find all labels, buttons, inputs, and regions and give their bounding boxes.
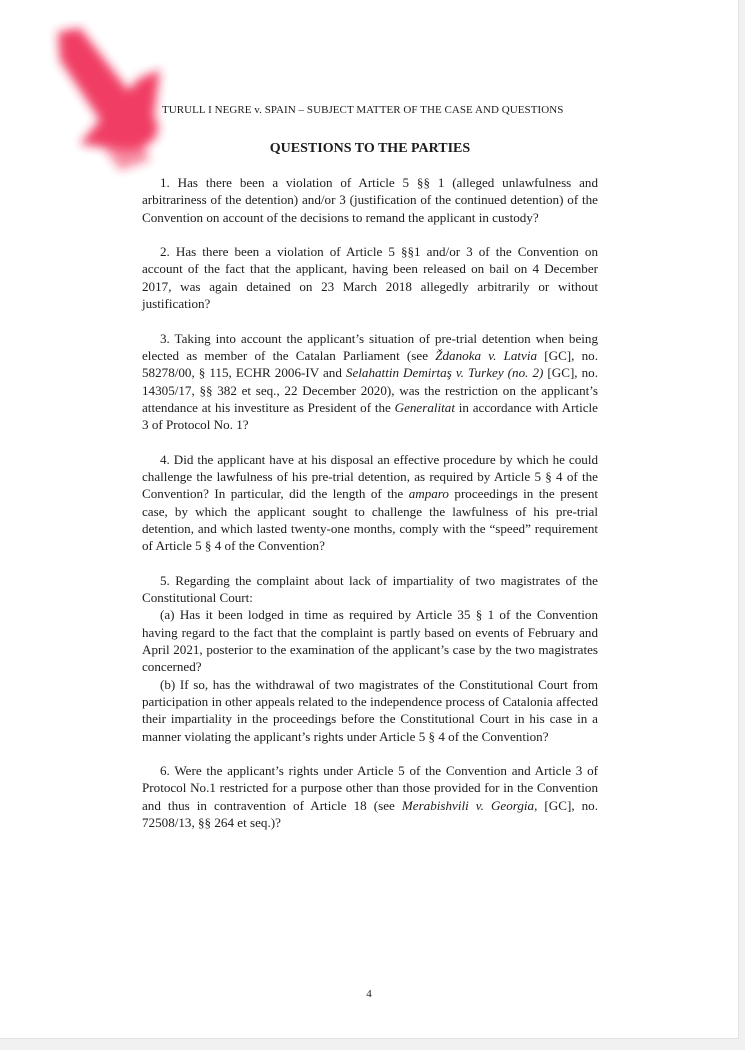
question-4-text: proceedings in the present case, by which the applicant sought to challenge the lawfulness of his pre-trial detention, and which lasted twenty-one months, comply with the “speed” requirement of Article 5 § 4 of the Convention?: [142, 486, 598, 554]
question-5-part-a: (a) Has it been lodged in time as required by Article 35 § 1 of the Convention having regard to the fact that the complaint is partly based on events of February and April 2021, posterior to the examination of the applicant’s case by the two magistrates concerned?: [142, 607, 598, 675]
case-citation-merabishvili: Merabishvili v. Georgia: [401, 797, 535, 813]
question-3-text: [GC], no. 58278/00, § 115, ECHR 2006-IV and: [142, 347, 599, 381]
question-3-text: in accordance with Article 3 of Protocol No. 1?: [142, 399, 598, 433]
question-5: [142, 572, 598, 745]
question-3-text: [GC], no. 14305/17, §§ 382 et seq., 22 December 2020), was the restriction on the applicant’s attendance at his investiture as President of the: [142, 365, 598, 415]
question-4-text: 4. Did the applicant have at his disposal an effective procedure by which he could challenge the lawfulness of his pre-trial detention, as required by Article 5 § 4 of the Convention? In particular, did the length of the: [142, 451, 598, 502]
question-6: [142, 762, 598, 831]
section-title: QUESTIONS TO THE PARTIES: [269, 141, 471, 156]
question-2: 2. Has there been a violation of Article 5 §§1 and/or 3 of the Convention on account of the fact that the applicant, having been released on bail on 4 December 2017, was again detained on 23 March 2018 allegedly arbitrarily or without justification?: [142, 244, 598, 312]
question-5-part-b: (b) If so, has the withdrawal of two magistrates of the Constitutional Court from participation in other appeals related to the independence process of Catalonia affected their impartiality in the proceedings before the Constitutional Court in his case in a manner violating the applicant’s rights under Article 5 § 4 of the Convention?: [142, 676, 598, 744]
running-header: TURULL I NEGRE v. SPAIN – SUBJECT MATTER OF THE CASE AND QUESTIONS: [162, 104, 564, 116]
term-amparo: amparo: [408, 486, 449, 502]
question-6-text: , [GC], no. 72508/13, §§ 264 et seq.)?: [142, 797, 598, 830]
case-citation-demirtas: Selahattin Demirtaş v. Turkey (no. 2): [345, 365, 544, 381]
questions-body: [142, 174, 598, 849]
question-6-text: 6. Were the applicant’s rights under Article 5 of the Convention and Article 3 of Protocol No.1 restricted for a purpose other than those provided for in the Convention and thus in contravention of Article 18 (see: [142, 763, 598, 813]
question-1: 1. Has there been a violation of Article 5 §§ 1 (alleged unlawfulness and arbitrariness of the detention) and/or 3 (justification of the continued detention) of the Convention on account of the decisions to remand the applicant in custody?: [142, 175, 598, 225]
question-5-intro: 5. Regarding the complaint about lack of impartiality of two magistrates of the Constitutional Court:: [142, 572, 598, 606]
term-generalitat: Generalitat: [394, 399, 455, 415]
question-4: [142, 451, 598, 555]
page-number: 4: [366, 988, 372, 1000]
question-3: [142, 330, 598, 434]
case-citation-zdanoka: Ždanoka v. Latvia: [435, 347, 538, 363]
question-3-text: 3. Taking into account the applicant’s situation of pre-trial detention when being elected as member of the Catalan Parliament (see: [142, 330, 598, 363]
